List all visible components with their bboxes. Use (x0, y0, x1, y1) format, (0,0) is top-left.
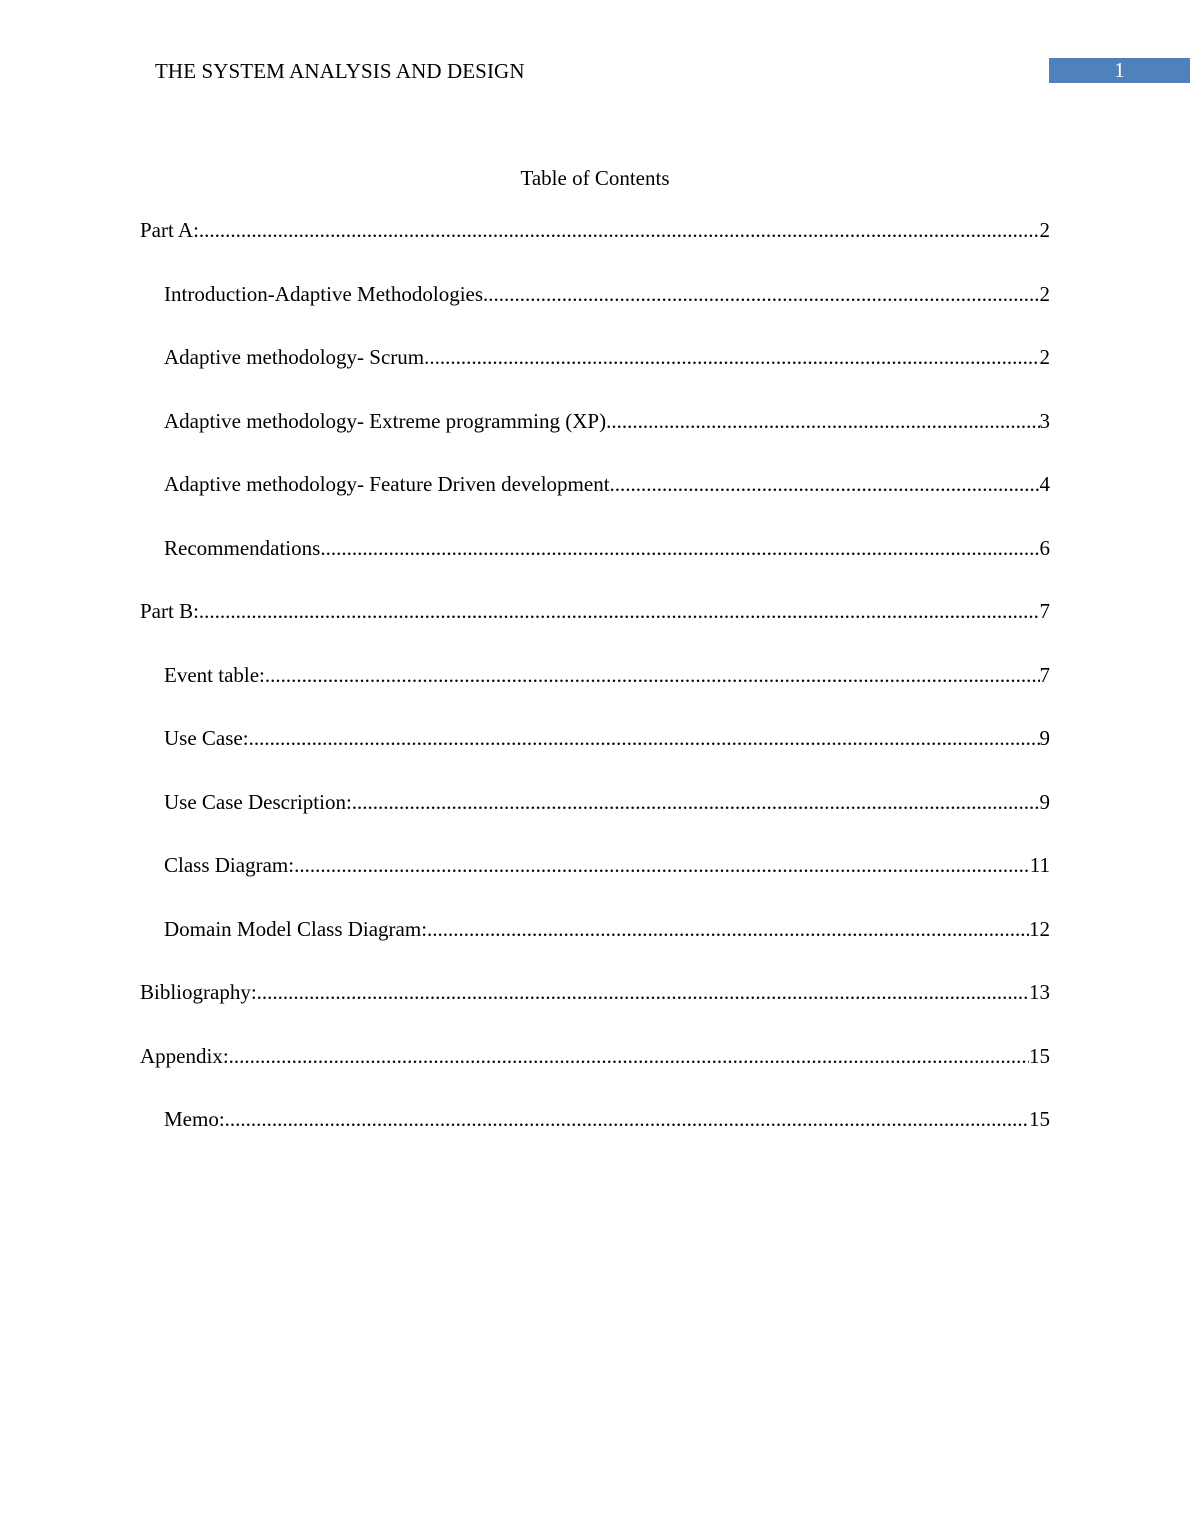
toc-entry-event-table[interactable] (140, 661, 1050, 725)
toc-dot-leader (265, 661, 1040, 689)
toc-dot-leader (610, 470, 1040, 498)
toc-dot-leader (320, 534, 1039, 562)
toc-entry-page: 2 (1039, 218, 1050, 242)
toc-entry-page: 11 (1029, 853, 1050, 877)
toc-entry-label: Recommendations (164, 535, 321, 560)
page-number-badge: 1 (1049, 58, 1190, 83)
toc-dot-leader (199, 216, 1040, 244)
toc-entry-bibliography[interactable] (140, 978, 1050, 1042)
toc-entry-use-case-description[interactable] (140, 788, 1050, 852)
toc-entry-label: Introduction-Adaptive Methodologies (164, 281, 484, 306)
toc-entry-class-diagram[interactable] (140, 851, 1050, 915)
toc-entry-label: Use Case: (164, 726, 249, 750)
toc-dot-leader (606, 407, 1039, 435)
toc-entry-page: 7 (1039, 662, 1050, 687)
toc-entry-label: Adaptive methodology- Scrum (164, 345, 425, 369)
toc-entry-use-case[interactable] (140, 724, 1050, 788)
toc-entry-label: Class Diagram: (164, 853, 295, 877)
toc-entry-page: 12 (1029, 916, 1050, 941)
toc-dot-leader (424, 343, 1039, 371)
toc-dot-leader (427, 915, 1029, 943)
toc-entry-domain-model-class-diagram[interactable] (140, 915, 1050, 979)
toc-entry-page: 2 (1039, 281, 1050, 306)
toc-entry-page: 13 (1029, 980, 1050, 1004)
toc-entry-page: 15 (1029, 1107, 1050, 1131)
toc-dot-leader (352, 788, 1040, 816)
toc-heading: Table of Contents (520, 166, 670, 190)
toc-entry-scrum[interactable] (140, 343, 1050, 407)
toc-entry-page: 4 (1039, 472, 1050, 496)
toc-entry-label: Adaptive methodology- Extreme programming (XP) (164, 408, 607, 433)
toc-entry-introduction-adaptive-methodologies[interactable] (140, 280, 1050, 344)
toc-entry-label: Appendix: (140, 1043, 229, 1068)
toc-dot-leader (249, 724, 1040, 752)
toc-entry-page: 9 (1039, 726, 1050, 750)
running-header-title: THE SYSTEM ANALYSIS AND DESIGN (155, 59, 525, 83)
toc-entry-label: Part B: (140, 599, 199, 623)
toc-dot-leader (483, 280, 1039, 308)
toc-list (140, 216, 1050, 1169)
toc-entry-label: Bibliography: (140, 980, 257, 1004)
toc-entry-label: Adaptive methodology- Feature Driven development (164, 472, 610, 496)
toc-entry-memo[interactable] (140, 1105, 1050, 1169)
toc-entry-extreme-programming[interactable] (140, 407, 1050, 471)
toc-entry-label: Use Case Description: (164, 789, 352, 814)
toc-entry-part-b[interactable] (140, 597, 1050, 661)
toc-entry-page: 9 (1039, 789, 1050, 814)
toc-entry-page: 6 (1039, 535, 1050, 560)
toc-dot-leader (294, 851, 1030, 879)
toc-entry-label: Event table: (164, 662, 265, 687)
toc-entry-page: 7 (1039, 599, 1050, 623)
toc-entry-part-a[interactable] (140, 216, 1050, 280)
toc-entry-appendix[interactable] (140, 1042, 1050, 1106)
toc-entry-feature-driven-development[interactable] (140, 470, 1050, 534)
toc-entry-label: Domain Model Class Diagram: (164, 916, 428, 941)
toc-dot-leader (225, 1105, 1029, 1133)
toc-entry-page: 15 (1029, 1043, 1050, 1068)
toc-entry-page: 2 (1039, 345, 1050, 369)
toc-dot-leader (199, 597, 1040, 625)
toc-entry-recommendations[interactable] (140, 534, 1050, 598)
toc-dot-leader (229, 1042, 1029, 1070)
toc-entry-page: 3 (1039, 408, 1050, 433)
toc-entry-label: Part A: (140, 218, 199, 242)
toc-entry-label: Memo: (164, 1107, 225, 1131)
toc-dot-leader (257, 978, 1029, 1006)
